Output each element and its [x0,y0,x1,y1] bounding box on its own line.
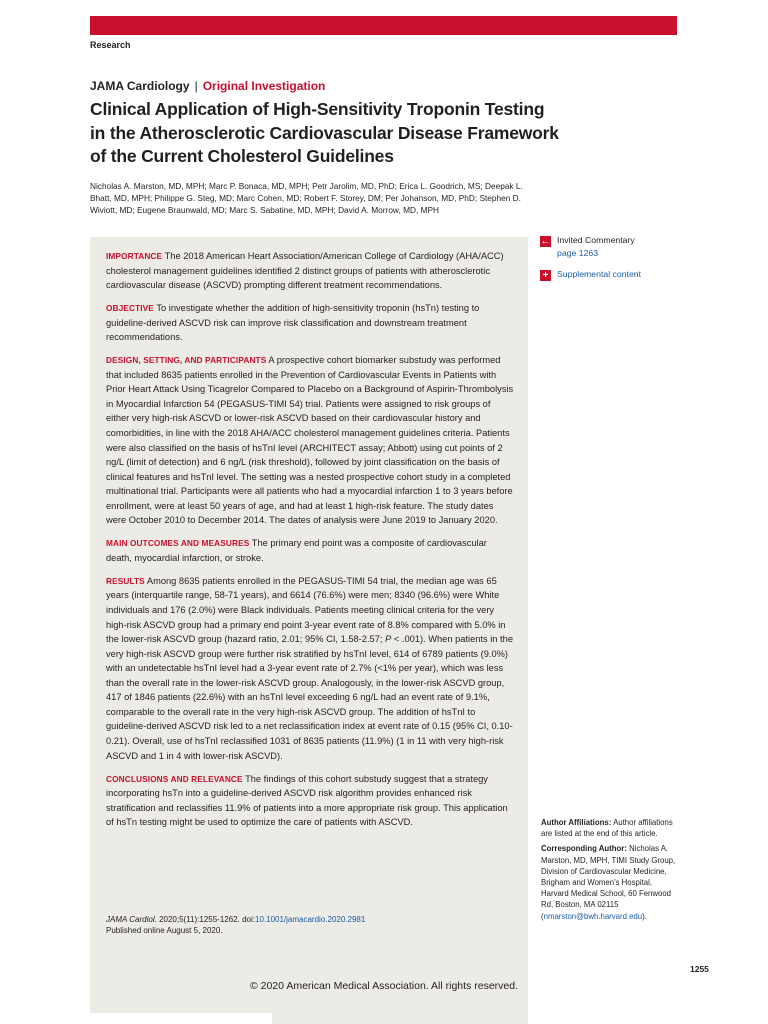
section-label: Research [90,40,131,50]
supplemental-content-label[interactable]: Supplemental content [557,269,642,279]
corresponding-email[interactable]: nmarston@bwh.harvard.edu [543,911,643,921]
results-text-a: Among 8635 patients enrolled in the PEGASUS-TIMI 54 trial, the median age was 65 years (interquartile range, 58-71 years), and 6614 (76.6%) were men; 8340 (96.6%) were White individuals and 176 (2.0%) were Black individuals. Patients meeting clinical criteria for the very high-risk ASCVD group had a primary end point 3-year event rate of 8.8% compared with 5.0% in the lower-risk ASCVD group (hazard ratio, 2.01; 95% CI, 1.58-2.57; [106,575,506,645]
author-list: Nicholas A. Marston, MD, MPH; Marc P. Bonaca, MD, MPH; Petr Jarolim, MD, PhD; Erica L. Goodrich, MS; Deepak L. Bhatt, MD, MPH; Philippe G. Steg, MD; Marc Cohen, MD; Robert F. Storey, DM; Per Johanson, MD, PhD; Stephen D. Wiviott, MD; Eugene Braunwald, MD; Marc S. Sabatine, MD, MPH; David A. Morrow, MD, MPH [90,181,523,215]
supplemental-content-link[interactable] [540,268,690,281]
corresponding-author [541,843,679,921]
related-links [540,234,690,290]
corresponding-end: ). [642,911,647,921]
conclusions-heading: CONCLUSIONS AND RELEVANCE [106,773,243,784]
article-type: Original Investigation [202,79,326,93]
invited-commentary-label: Invited Commentary [557,235,635,245]
journal-line [90,79,325,93]
abstract-objective [106,301,514,345]
citation [106,914,514,936]
citation-ref: 2020;5(11):1255-1262. doi: [159,915,255,924]
results-text-b: < .001). When patients in the very high-risk ASCVD group were further risk stratified by hsTnI level, 614 of 6789 patients (9.0%) with an undetectable hsTnI level had a 3-year event rate of 2.7% (<1% per year), which was less than the overall rate in the lower-risk ASCVD group. Analogously, in the lower-risk ASCVD group, 417 of 1846 patients (22.6%) with an hsTnI level exceeding 6 ng/L had an event rate of 9.1%, comparable to the overall rate in the very high-risk ASCVD group. The addition of hsTnI to guideline-derived ASCVD risk led to a net reclassification index at event rate of 0.15 (95% CI, 0.10-0.21). Overall, use of hsTnI reclassified 1031 of 8635 patients (11.9%) (1 in 11 with very high-risk ASCVD and 1 in 4 with lower-risk ASCVD). [106,634,513,761]
published-date: Published online August 5, 2020. [106,926,223,935]
invited-commentary-link[interactable] [540,234,690,259]
results-p-value-label: P [385,634,392,645]
journal-name: JAMA Cardiology [90,79,190,93]
design-text: A prospective cohort biomarker substudy was performed that included 8635 patients enrolled in the Prevention of Cardiovascular Events in Patients with Prior Heart Attack Using Ticagrelor Compared to Placebo on a Background of Aspirin-Thrombolysis in Myocardial Infarction 54 (PEGASUS-TIMI 54) trial. Patients were assigned to risk groups of either very high-risk ASCVD or lower-risk ASCVD based on their cardiovascular history and comorbidities, in line with the 2018 AHA/ACC cholesterol management guidelines criteria. Patients were also classified on the basis of hsTnI level (ARCHITECT assay; Abbott) using cut points of 2 ng/L (limit of detection) and 6 ng/L (risk threshold), followed by joint classification on the basis of clinical features and hsTnI level. The setting was a nested prospective cohort study in a completed multinational trial. Participants were all patients who had a myocardial infarction 1 to 3 years before enrollment, were at least 50 years of age, and had at least 1 high-risk feature. The study dates were October 2010 to December 2014. The dates of analysis were June 2019 to January 2020. [106,355,514,526]
header-color-bar [90,16,677,35]
copyright-notice: © 2020 American Medical Association. All rights reserved. [249,980,519,992]
outcomes-text: The primary end point was a composite of cardiovascular death, myocardial infarction, or stroke. [106,538,487,563]
abstract-conclusions [106,772,514,830]
abstract [106,249,514,838]
corresponding-text: Nicholas A. Marston, MD, MPH, TIMI Study Group, Division of Cardiovascular Medicine, Brigham and Women's Hospital, Harvard Medical School, 60 Fenwood Rd, Boston, MA 02115 ( [541,844,676,921]
conclusions-text: The findings of this cohort substudy suggest that a strategy incorporating hsTn into a guideline-derived ASCVD risk algorithm provides enhanced risk stratification and reclassifies 11.9% of patients into a more appropriate risk group. This application of hsTn testing might be used to optimize the care of patients with ASCVD. [106,773,508,828]
page-number: 1255 [690,964,709,974]
abstract-design [106,353,514,528]
bottom-strip [90,1012,272,1024]
affiliations-note [541,817,679,839]
affiliations-text: Author affiliations are listed at the end of this article. [541,818,673,839]
citation-line [106,914,514,925]
importance-text: The 2018 American Heart Association/American College of Cardiology (AHA/ACC) cholesterol management guidelines identified 2 distinct groups of patients with atherosclerotic cardiovascular disease (ASCVD) prompting different treatment recommendations. [106,251,504,291]
design-heading: DESIGN, SETTING, AND PARTICIPANTS [106,355,267,366]
article-title: Clinical Application of High-Sensitivity Troponin Testing in the Atherosclerotic Cardiovascular Disease Framework of the Current Cholesterol Guidelines [90,99,559,166]
objective-text: To investigate whether the addition of high-sensitivity troponin (hsTn) testing to guideline-derived ASCVD risk can improve risk classification and downstream treatment recommendations. [106,303,480,343]
author-affiliations [541,817,679,926]
journal-separator: | [194,79,198,93]
abstract-importance [106,249,514,293]
invited-commentary-page[interactable]: page 1263 [557,247,599,258]
arrow-left-icon: ← [540,236,551,247]
importance-heading: IMPORTANCE [106,251,163,261]
citation-journal: JAMA Cardiol. [106,915,157,924]
corresponding-heading: Corresponding Author: [541,844,627,854]
affiliations-heading: Author Affiliations: [541,818,612,827]
outcomes-heading: MAIN OUTCOMES AND MEASURES [106,538,250,549]
results-heading: RESULTS [106,575,145,586]
abstract-results [106,574,514,763]
objective-heading: OBJECTIVE [106,303,154,314]
abstract-outcomes [106,536,514,565]
doi-link[interactable]: 10.1001/jamacardio.2020.2981 [255,915,366,924]
plus-icon: + [540,270,551,281]
